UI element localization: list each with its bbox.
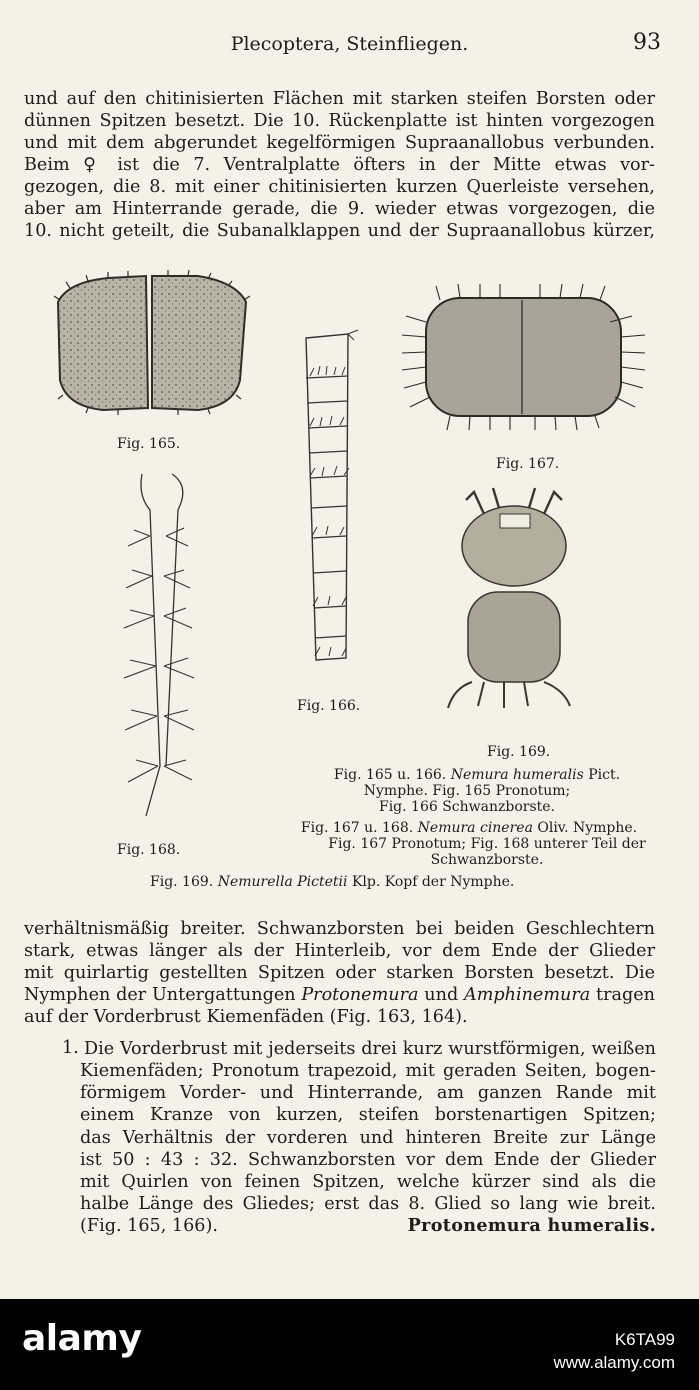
key-line: einem Kranze von kurzen, steifen borstenartigen Spitzen;	[80, 1105, 656, 1126]
legend-line: Fig. 166 Schwanzborste.	[378, 799, 556, 815]
key-entry	[84, 1038, 656, 1060]
key-line: Kiemenfäden; Pronotum trapezoid, mit geraden Seiten, bogen-	[80, 1061, 656, 1081]
genus-name: Amphinemura	[463, 985, 591, 1005]
text-line: und auf den chitinisierten Flächen mit starken steifen Borsten oder	[24, 89, 655, 109]
text-line: dünnen Spitzen besetzt. Die 10. Rückenplatte ist hinten vorgezogen	[24, 111, 655, 131]
key-species-name: Protonemura humeralis.	[407, 1215, 656, 1237]
fig-168-label: Fig. 168.	[117, 842, 181, 858]
body-paragraph	[24, 918, 655, 1028]
fig-169-label: Fig. 169.	[487, 744, 551, 760]
legend-line: Fig. 167 Pronotum; Fig. 168 unterer Teil der	[328, 836, 646, 852]
genus-name: Protonemura	[301, 985, 419, 1005]
fig-166-cercus-illustration	[296, 328, 366, 668]
fig-166-label: Fig. 166.	[297, 698, 361, 714]
figure-legend	[272, 767, 662, 868]
fig-165-pronotum-illustration	[48, 270, 253, 420]
legend-author: Oliv. Nymphe.	[537, 820, 638, 836]
figure-legend-169	[150, 874, 570, 890]
watermark-url: www.alamy.com	[553, 1353, 675, 1372]
fig-167-pronotum-illustration	[400, 282, 645, 442]
intro-paragraph	[24, 88, 655, 242]
key-line: Die Vorderbrust mit jederseits drei kurz wurstförmigen, weißen	[84, 1039, 656, 1059]
legend-author: Klp. Kopf der Nymphe.	[351, 874, 515, 890]
text-line: auf der Vorderbrust Kiemenfäden (Fig. 163, 164).	[24, 1007, 468, 1027]
key-line: ist 50 : 43 : 32. Schwanzborsten vor dem Ende der Glieder	[80, 1149, 656, 1170]
key-figure-ref: (Fig. 165, 166).	[80, 1216, 218, 1237]
watermark-logo: alamy	[22, 1318, 142, 1359]
legend-ref: Fig. 169.	[150, 874, 214, 890]
fig-168-cercus-illustration	[100, 466, 200, 818]
fig-165-label: Fig. 165.	[117, 436, 181, 452]
key-number: 1.	[62, 1038, 79, 1058]
running-head-title: Plecoptera, Steinfliegen.	[230, 33, 469, 55]
watermark-image-id: K6TA99	[614, 1330, 675, 1349]
text-line: aber am Hinterrande gerade, die 9. wieder etwas vorgezogen, die	[24, 199, 655, 219]
text-line: verhältnismäßig breiter. Schwanzborsten bei beiden Geschlechtern	[24, 919, 655, 939]
text-line: Beim ♀ ist die 7. Ventralplatte öfters in der Mitte etwas vor-	[24, 155, 655, 175]
legend-author: Pict.	[588, 767, 621, 783]
text-fragment: und	[424, 985, 459, 1005]
legend-ref: Fig. 165 u. 166.	[333, 767, 447, 783]
text-fragment: Nymphen der Untergattungen	[24, 985, 296, 1005]
fig-169-nymph-illustration	[444, 484, 574, 729]
text-line: gezogen, die 8. mit einer chitinisierten kurzen Querleiste versehen,	[24, 177, 655, 197]
key-line: halbe Länge des Gliedes; erst das 8. Glied so lang wie breit.	[80, 1194, 656, 1215]
text-line: und mit dem abgerundet kegelförmigen Supraanallobus verbunden.	[24, 133, 655, 153]
text-line	[24, 984, 655, 1006]
fig-167-label: Fig. 167.	[496, 456, 560, 472]
text-line: mit quirlartig gestellten Spitzen oder starken Borsten besetzt. Die	[24, 963, 655, 983]
key-entry-body	[60, 1060, 656, 1238]
legend-species: Nemura cinerea	[417, 820, 533, 836]
key-line	[60, 1215, 656, 1237]
legend-ref: Fig. 167 u. 168.	[300, 820, 414, 836]
text-line: 10. nicht geteilt, die Subanalklappen und der Supraanallobus kürzer,	[24, 221, 655, 241]
key-line: förmigem Vorder- und Hinterrande, am ganzen Rande mit	[80, 1083, 656, 1104]
key-line: mit Quirlen von feinen Spitzen, welche kürzer sind als die	[80, 1171, 656, 1192]
legend-species: Nemurella Pictetii	[217, 874, 348, 890]
legend-species: Nemura humeralis	[450, 767, 584, 783]
text-line: stark, etwas länger als der Hinterleib, vor dem Ende der Glieder	[24, 941, 655, 961]
legend-line: Nymphe. Fig. 165 Pronotum;	[363, 783, 571, 799]
text-fragment: tragen	[596, 985, 656, 1005]
page-number: 93	[633, 30, 661, 55]
key-line: das Verhältnis der vorderen und hinteren Breite zur Länge	[80, 1127, 656, 1148]
legend-line: Schwanzborste.	[430, 852, 544, 868]
